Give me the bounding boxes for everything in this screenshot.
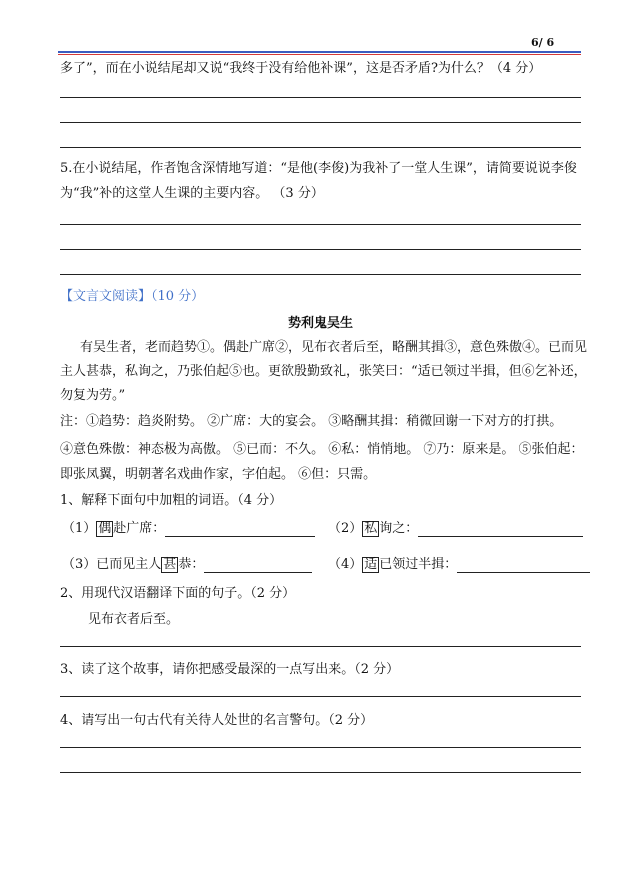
answer-line[interactable] — [60, 147, 581, 148]
q1-item-4 — [328, 553, 590, 573]
q5-prompt-line2: 为“我”补的这堂人生课的主要内容。 （3 分） — [60, 186, 324, 201]
q1-item-num: （2） — [328, 521, 363, 536]
passage-line: 主人甚恭，私询之，乃张伯起⑤也。更欲殷勤致礼，张笑曰：“适已领过半揖，但⑥乞补还， — [60, 364, 587, 379]
bold-keyword-box: 偶 — [98, 521, 112, 536]
q1-item-num: （1） — [62, 521, 97, 536]
notes-line: 注：①趋势：趋炎附势。 ②广席：大的宴会。 ③略酬其揖：稍微回谢一下对方的打拱。 — [60, 414, 563, 429]
q4-continuation-text: 多了”，而在小说结尾却又说“我终于没有给他补课”，这是否矛盾?为什么？（4 分） — [60, 61, 542, 76]
q1-item-text: 询之： — [379, 521, 419, 536]
answer-blank[interactable] — [165, 523, 315, 537]
header-rule-red — [58, 54, 581, 55]
q1-item-pre: 已而见主人 — [96, 557, 162, 572]
q1-item-2 — [328, 517, 583, 537]
answer-line[interactable] — [60, 646, 581, 647]
answer-line[interactable] — [60, 747, 581, 748]
answer-line[interactable] — [60, 249, 581, 250]
notes-line: ④意色殊傲：神态极为高傲。 ⑤已而：不久。 ⑥私：悄悄地。 ⑦乃：原来是。 ⑤张伯起： — [60, 442, 584, 457]
q1-item-text: 赴广席： — [113, 521, 166, 536]
answer-line[interactable] — [60, 224, 581, 225]
answer-line[interactable] — [60, 274, 581, 275]
q1-item-text: 恭： — [178, 557, 205, 572]
bold-keyword-box: 甚 — [163, 557, 177, 572]
passage-line: 勿复为劳。” — [60, 388, 126, 403]
answer-blank[interactable] — [457, 559, 590, 573]
section-header-classical: 【文言文阅读】（10 分） — [60, 289, 205, 304]
q1-item-3 — [62, 553, 312, 573]
q2-sentence: 见布衣者后至。 — [88, 612, 180, 627]
header-rule-blue — [58, 51, 581, 53]
bold-keyword-box: 私 — [364, 521, 378, 536]
q2-prompt: 2、用现代汉语翻译下面的句子。（2 分） — [60, 586, 296, 601]
page-number: 6/ 6 — [531, 36, 555, 49]
notes-line: 即张凤翼，明朝著名戏曲作家，字伯起。 ⑥但：只需。 — [60, 467, 377, 482]
q1-item-text: 已领过半揖： — [379, 557, 458, 572]
answer-line[interactable] — [60, 696, 581, 697]
q1-item-num: （4） — [328, 557, 363, 572]
answer-line[interactable] — [60, 772, 581, 773]
passage-line: 有吴生者，老而趋势①。偶赴广席②，见布衣者后至，略酬其揖③，意色殊傲④。已而见 — [80, 340, 588, 355]
q5-prompt-line1: 5.在小说结尾，作者饱含深情地写道：“是他(李俊)为我补了一堂人生课”，请简要说说李俊 — [60, 161, 577, 176]
answer-blank[interactable] — [418, 523, 583, 537]
answer-line[interactable] — [60, 97, 581, 98]
q1-prompt: 1、解释下面句中加粗的词语。（4 分） — [60, 493, 283, 508]
answer-blank[interactable] — [204, 559, 312, 573]
passage-title: 势利鬼吴生 — [287, 316, 353, 331]
q1-item-num: （3） — [62, 557, 97, 572]
bold-keyword-box: 适 — [364, 557, 378, 572]
answer-line[interactable] — [60, 122, 581, 123]
q1-item-1 — [62, 517, 315, 537]
q4-prompt: 4、请写出一句古代有关待人处世的名言警句。（2 分） — [60, 713, 374, 728]
q3-prompt: 3、读了这个故事，请你把感受最深的一点写出来。（2 分） — [60, 662, 400, 677]
